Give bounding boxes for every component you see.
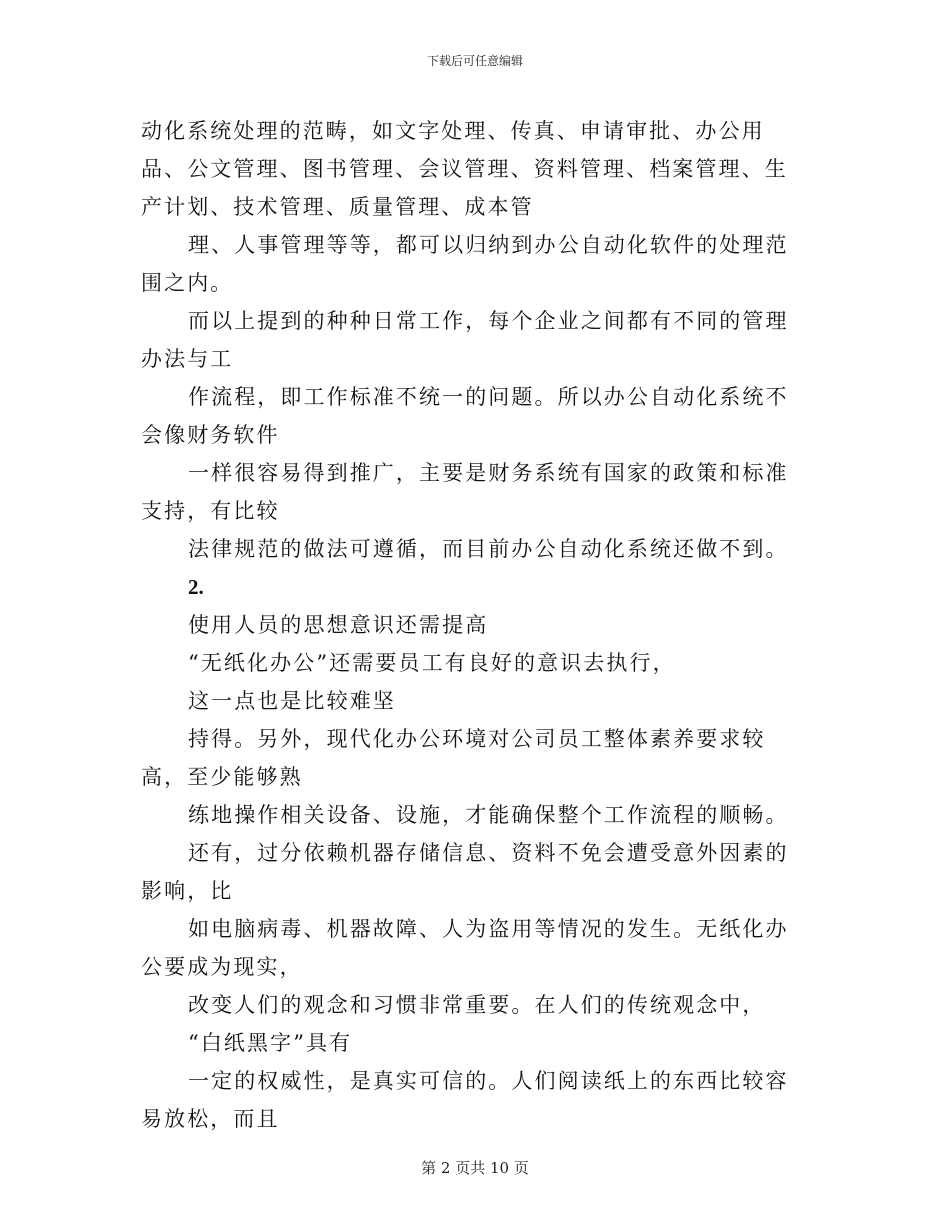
- paragraph: 作流程，即工作标准不统一的问题。所以办公自动化系统不会像财务软件: [141, 385, 789, 447]
- document-body: [141, 112, 809, 1138]
- page-header: 下载后可任意编辑: [426, 54, 523, 68]
- paragraph: 还有，过分依赖机器存储信息、资料不免会遭受意外因素的影响，比: [141, 841, 789, 903]
- paragraph: 法律规范的做法可遵循，而目前办公自动化系统还做不到。: [188, 537, 789, 561]
- paragraph: 动化系统处理的范畴，如文字处理、传真、申请审批、办公用品、公文管理、图书管理、会议管理、资料管理、档案管理、生产计划、技术管理、质量管理、成本管: [141, 119, 788, 219]
- paragraph: 持得。另外，现代化办公环境对公司员工整体素养要求较高，至少能够熟: [141, 727, 766, 789]
- section-heading: 使用人员的思想意识还需提高: [188, 613, 489, 637]
- paragraph: 如电脑病毒、机器故障、人为盗用等情况的发生。无纸化办公要成为现实，: [141, 917, 789, 979]
- paragraph: 理、人事管理等等，都可以归纳到办公自动化软件的处理范围之内。: [141, 233, 789, 295]
- paragraph: 这一点也是比较难坚: [188, 689, 396, 713]
- paragraph: 练地操作相关设备、设施，才能确保整个工作流程的顺畅。: [188, 803, 789, 827]
- paragraph: 一样很容易得到推广，主要是财务系统有国家的政策和标准支持，有比较: [141, 461, 789, 523]
- paragraph: “无纸化办公”还需要员工有良好的意识去执行，: [188, 651, 676, 675]
- paragraph: 改变人们的观念和习惯非常重要。在人们的传统观念中，: [188, 993, 766, 1017]
- paragraph: 而以上提到的种种日常工作，每个企业之间都有不同的管理办法与工: [141, 309, 789, 371]
- paragraph: 一定的权威性，是真实可信的。人们阅读纸上的东西比较容易放松，而且: [141, 1069, 789, 1131]
- section-number: 2.: [188, 575, 204, 599]
- page-footer: 第 2 页共 10 页: [421, 1159, 529, 1177]
- paragraph: “白纸黑字”具有: [188, 1031, 353, 1055]
